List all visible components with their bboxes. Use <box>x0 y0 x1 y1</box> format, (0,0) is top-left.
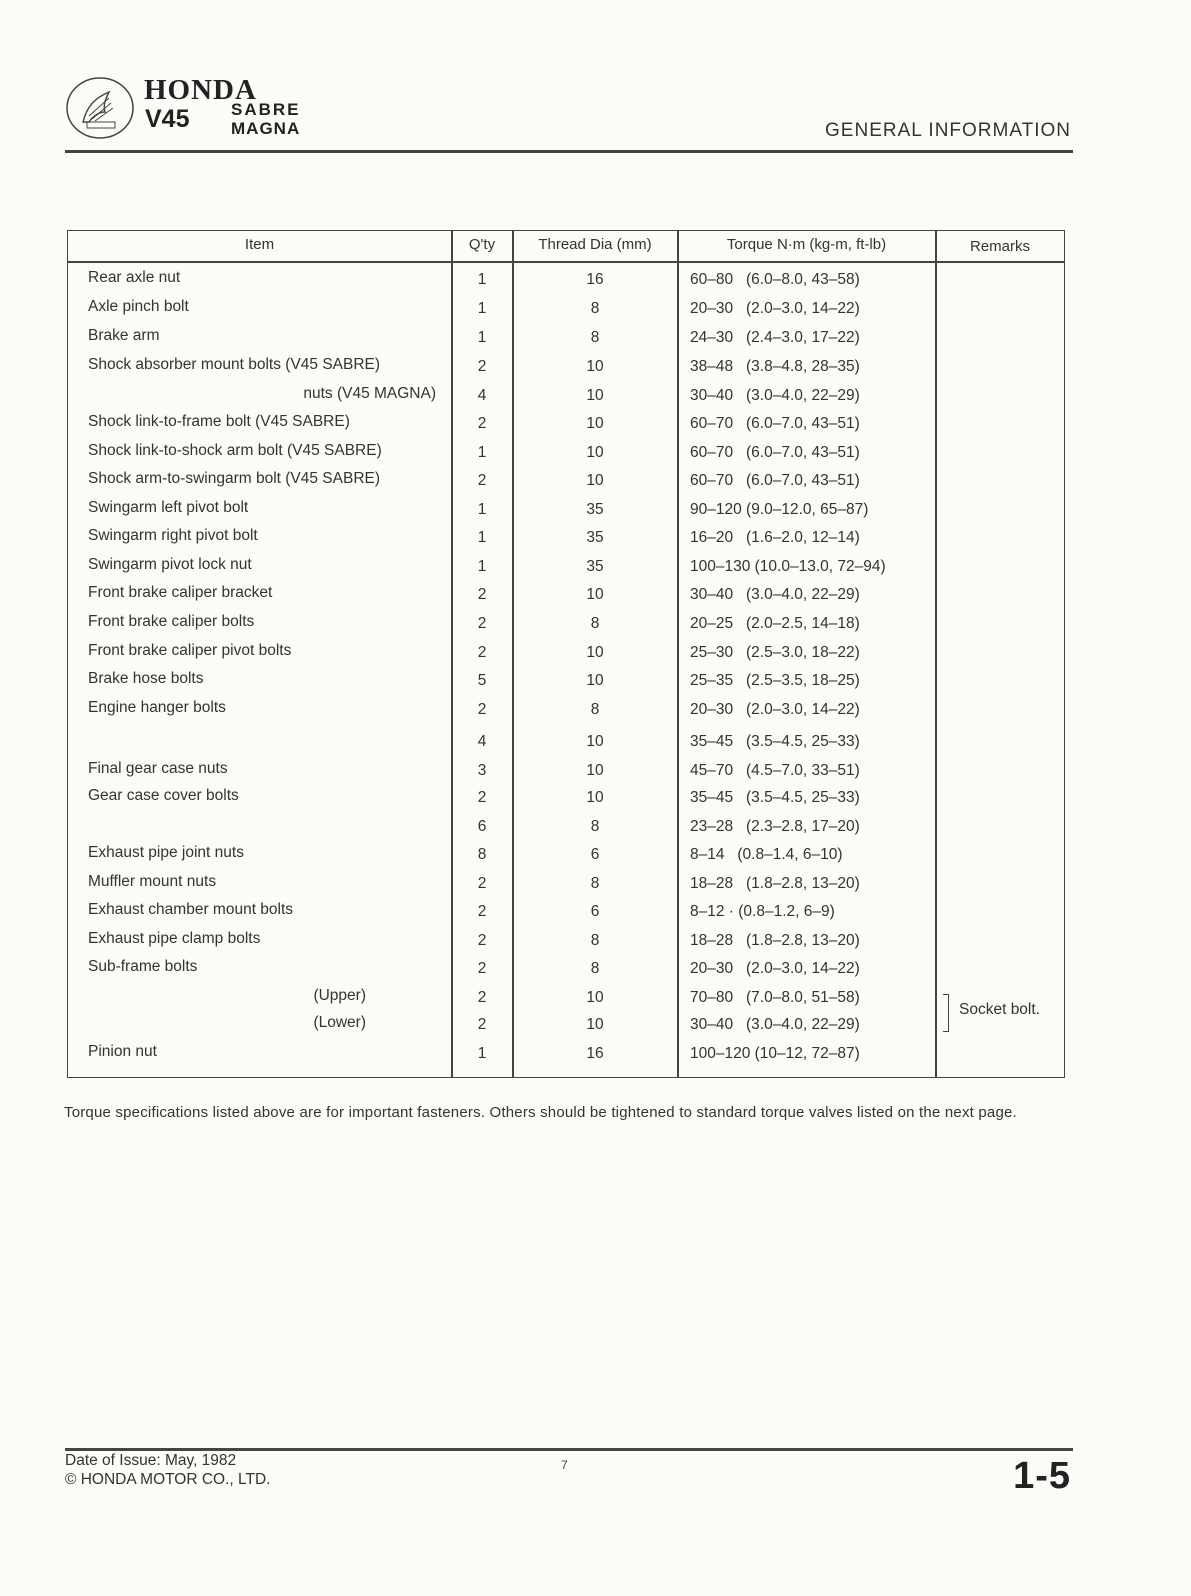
table-row-qty: 6 <box>477 818 487 835</box>
table-row-item: Sub-frame bolts <box>88 958 198 975</box>
table-row-item: Rear axle nut <box>88 269 181 286</box>
copyright: © HONDA MOTOR CO., LTD. <box>65 1471 271 1488</box>
table-row-qty: 2 <box>477 789 487 806</box>
brand-name: HONDA <box>144 74 257 106</box>
model-variant-magna: MAGNA <box>231 119 301 138</box>
header-thread-dia: Thread Dia (mm) <box>538 236 652 253</box>
table-row-qty: 1 <box>477 558 487 575</box>
header-qty: Q'ty <box>468 236 496 253</box>
issue-date: Date of Issue: May, 1982 <box>65 1452 237 1469</box>
torque-spec-table <box>67 230 1065 1078</box>
table-row-qty: 1 <box>477 329 487 346</box>
table-row-torque: 8–14 (0.8–1.4, 6–10) <box>690 846 843 863</box>
table-row-qty: 1 <box>477 271 487 288</box>
table-row-qty: 2 <box>477 615 487 632</box>
table-row-thread-dia: 10 <box>586 472 604 489</box>
table-row-torque: 38–48 (3.8–4.8, 28–35) <box>690 358 860 375</box>
table-row-qty: 4 <box>477 387 487 404</box>
table-row-thread-dia: 10 <box>586 387 604 404</box>
table-row-torque: 60–70 (6.0–7.0, 43–51) <box>690 472 860 489</box>
table-row-torque: 60–80 (6.0–8.0, 43–58) <box>690 271 860 288</box>
table-row-thread-dia: 8 <box>590 932 600 949</box>
table-row-torque: 90–120 (9.0–12.0, 65–87) <box>690 501 869 518</box>
table-row-item: Exhaust chamber mount bolts <box>88 901 294 918</box>
table-row-qty: 2 <box>477 644 487 661</box>
table-row-qty: 3 <box>477 762 487 779</box>
table-row-torque: 45–70 (4.5–7.0, 33–51) <box>690 762 860 779</box>
table-row-torque: 24–30 (2.4–3.0, 17–22) <box>690 329 860 346</box>
table-row-torque: 20–30 (2.0–3.0, 14–22) <box>690 960 860 977</box>
table-row-qty: 2 <box>477 358 487 375</box>
table-row-qty: 1 <box>477 529 487 546</box>
table-row-qty: 2 <box>477 875 487 892</box>
table-row-torque: 30–40 (3.0–4.0, 22–29) <box>690 1016 860 1033</box>
table-row-item: Swingarm pivot lock nut <box>88 556 252 573</box>
section-title: GENERAL INFORMATION <box>825 120 1071 141</box>
table-row-item: Front brake caliper bracket <box>88 584 273 601</box>
table-row-thread-dia: 10 <box>586 415 604 432</box>
table-row-item: Shock link-to-shock arm bolt (V45 SABRE) <box>88 442 382 459</box>
table-row-thread-dia: 16 <box>586 271 604 288</box>
remark-socket-bolt: Socket bolt. <box>959 1001 1040 1018</box>
table-row-thread-dia: 6 <box>590 846 600 863</box>
table-row-item: (Upper) <box>313 987 366 1004</box>
table-row-item: Swingarm left pivot bolt <box>88 499 249 516</box>
table-row-thread-dia: 8 <box>590 818 600 835</box>
model-name: V45 <box>145 105 190 133</box>
table-row-qty: 2 <box>477 1016 487 1033</box>
table-row-thread-dia: 6 <box>590 903 600 920</box>
table-row-torque: 100–120 (10–12, 72–87) <box>690 1045 860 1062</box>
column-divider <box>677 231 679 1077</box>
remark-bracket <box>943 994 949 1032</box>
table-row-qty: 5 <box>477 672 487 689</box>
table-row-torque: 18–28 (1.8–2.8, 13–20) <box>690 932 860 949</box>
table-row-thread-dia: 10 <box>586 762 604 779</box>
table-row-qty: 2 <box>477 586 487 603</box>
table-row-thread-dia: 10 <box>586 586 604 603</box>
table-row-thread-dia: 8 <box>590 615 600 632</box>
header-remarks: Remarks <box>969 238 1030 255</box>
model-variant-sabre: SABRE <box>231 100 301 119</box>
table-row-qty: 2 <box>477 932 487 949</box>
table-row-item: Shock arm-to-swingarm bolt (V45 SABRE) <box>88 470 381 487</box>
table-row-item: Swingarm right pivot bolt <box>88 527 258 544</box>
header-item: Item <box>244 236 275 253</box>
table-row-torque: 20–30 (2.0–3.0, 14–22) <box>690 300 860 317</box>
table-row-item: Exhaust pipe clamp bolts <box>88 930 261 947</box>
header-divider <box>65 150 1073 153</box>
table-row-torque: 30–40 (3.0–4.0, 22–29) <box>690 387 860 404</box>
page-number: 7 <box>561 1458 568 1472</box>
table-row-item: Gear case cover bolts <box>88 787 239 804</box>
table-row-thread-dia: 16 <box>586 1045 604 1062</box>
table-row-torque: 35–45 (3.5–4.5, 25–33) <box>690 733 860 750</box>
table-row-thread-dia: 10 <box>586 644 604 661</box>
table-row-qty: 8 <box>477 846 487 863</box>
table-row-item: Muffler mount nuts <box>88 873 217 890</box>
table-row-thread-dia: 8 <box>590 329 600 346</box>
table-row-thread-dia: 8 <box>590 960 600 977</box>
table-row-thread-dia: 8 <box>590 300 600 317</box>
table-row-thread-dia: 35 <box>586 501 604 518</box>
header-torque: Torque N·m (kg-m, ft-lb) <box>726 236 887 253</box>
table-row-torque: 20–25 (2.0–2.5, 14–18) <box>690 615 860 632</box>
table-row-qty: 2 <box>477 472 487 489</box>
table-row-torque: 25–30 (2.5–3.0, 18–22) <box>690 644 860 661</box>
table-row-qty: 2 <box>477 701 487 718</box>
table-row-item: Final gear case nuts <box>88 760 228 777</box>
table-row-qty: 4 <box>477 733 487 750</box>
table-row-torque: 16–20 (1.6–2.0, 12–14) <box>690 529 860 546</box>
table-row-qty: 2 <box>477 415 487 432</box>
table-row-thread-dia: 10 <box>586 444 604 461</box>
table-row-qty: 1 <box>477 1045 487 1062</box>
table-row-qty: 2 <box>477 989 487 1006</box>
table-row-thread-dia: 35 <box>586 558 604 575</box>
table-row-qty: 2 <box>477 960 487 977</box>
table-row-item: Engine hanger bolts <box>88 699 226 716</box>
table-row-qty: 2 <box>477 903 487 920</box>
table-row-torque: 100–130 (10.0–13.0, 72–94) <box>690 558 886 575</box>
table-row-item: Brake arm <box>88 327 160 344</box>
table-row-qty: 1 <box>477 501 487 518</box>
table-row-thread-dia: 10 <box>586 733 604 750</box>
table-row-thread-dia: 35 <box>586 529 604 546</box>
table-row-thread-dia: 10 <box>586 789 604 806</box>
table-row-item: Axle pinch bolt <box>88 298 189 315</box>
table-row-item: Front brake caliper pivot bolts <box>88 642 292 659</box>
table-row-torque: 35–45 (3.5–4.5, 25–33) <box>690 789 860 806</box>
table-row-thread-dia: 8 <box>590 875 600 892</box>
table-row-item: Brake hose bolts <box>88 670 204 687</box>
table-row-torque: 8–12 · (0.8–1.2, 6–9) <box>690 903 835 920</box>
honda-wing-emblem-icon <box>65 76 135 140</box>
table-row-torque: 25–35 (2.5–3.5, 18–25) <box>690 672 860 689</box>
table-row-item: Front brake caliper bolts <box>88 613 255 630</box>
table-row-thread-dia: 10 <box>586 1016 604 1033</box>
table-row-torque: 20–30 (2.0–3.0, 14–22) <box>690 701 860 718</box>
table-row-torque: 60–70 (6.0–7.0, 43–51) <box>690 444 860 461</box>
table-row-torque: 70–80 (7.0–8.0, 51–58) <box>690 989 860 1006</box>
table-header-divider <box>68 261 1064 263</box>
table-row-torque: 30–40 (3.0–4.0, 22–29) <box>690 586 860 603</box>
table-row-thread-dia: 10 <box>586 358 604 375</box>
table-row-item: (Lower) <box>313 1014 366 1031</box>
table-row-item: Shock absorber mount bolts (V45 SABRE) <box>88 356 381 373</box>
table-row-torque: 60–70 (6.0–7.0, 43–51) <box>690 415 860 432</box>
table-row-item: Shock link-to-frame bolt (V45 SABRE) <box>88 413 350 430</box>
table-row-qty: 1 <box>477 444 487 461</box>
table-row-thread-dia: 10 <box>586 989 604 1006</box>
honda-logo <box>65 76 340 146</box>
table-row-torque: 18–28 (1.8–2.8, 13–20) <box>690 875 860 892</box>
table-row-item: Exhaust pipe joint nuts <box>88 844 244 861</box>
footer-divider <box>65 1448 1073 1451</box>
table-row-item: Pinion nut <box>88 1043 157 1060</box>
table-row-qty: 1 <box>477 300 487 317</box>
column-divider <box>935 231 937 1077</box>
footnote: Torque specifications listed above are for important fasteners. Others should be tightened to standard torque valves listed on the next page. <box>64 1104 1017 1121</box>
table-row-torque: 23–28 (2.3–2.8, 17–20) <box>690 818 860 835</box>
table-row-thread-dia: 10 <box>586 672 604 689</box>
table-row-item: nuts (V45 MAGNA) <box>303 385 436 402</box>
table-row-thread-dia: 8 <box>590 701 600 718</box>
section-page-number: 1-5 <box>1013 1455 1071 1497</box>
